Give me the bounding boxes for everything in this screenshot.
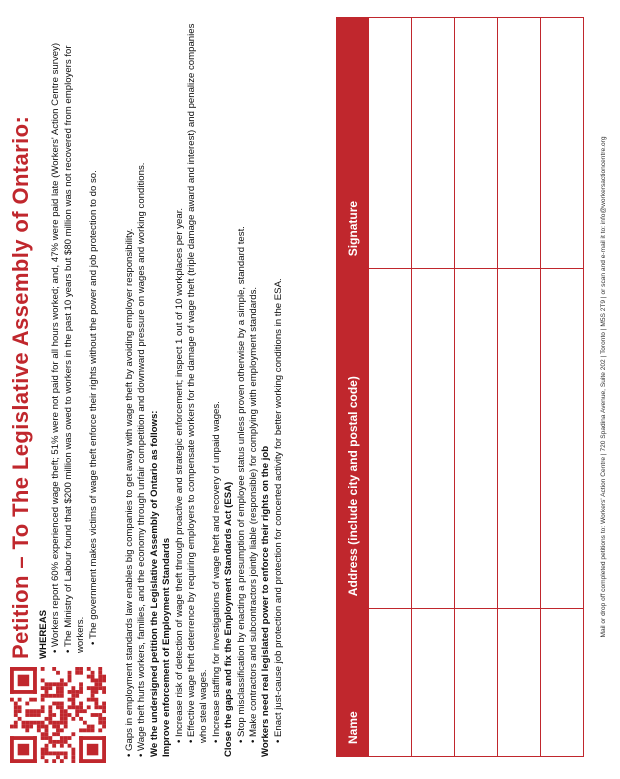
section-bullet: • Enact just-cause job protection and protection for concerted activity for better working conditions in the ESA. [273,17,285,757]
name-cell[interactable] [541,609,584,757]
name-cell[interactable] [455,609,498,757]
signature-cell[interactable] [455,18,498,269]
section-bullet: • Effective wage theft deterrence by requiring employers to compensate workers for the damage of wage theft (triple damage award and interest) and penalize companies who steal wages. [186,17,211,757]
name-cell[interactable] [369,609,412,757]
table-header-row [337,18,369,757]
whereas-bullet: • The Ministry of Labour found that $200 million was owed to workers in the past 10 years but $80 million was not recovered from employers for workers. [63,19,88,659]
page-title: Petition – To The Legislative Assembly of Ontario: [8,115,33,659]
address-cell[interactable] [455,269,498,609]
name-cell[interactable] [498,609,541,757]
context-bullet: • Gaps in employment standards law enables big companies to get away with wage theft by avoiding employer responsibility. [124,17,136,757]
address-cell[interactable] [541,269,584,609]
section-bullet: • Increase staffing for investigations of wage theft and recovery of unpaid wages. [211,17,223,757]
table-row [455,18,498,757]
section-bullet: • Stop misclassification by enacting a presumption of employee status unless proven otherwise by a simple, standard test. [236,17,248,757]
signature-table [336,17,584,757]
column-header-address: Address (include city and postal code) [337,269,369,609]
whereas-bullet: • Workers report 60% experienced wage theft; 51% were not paid for all hours worked; and, 47% were paid late (Workers' Action Centre survey) [50,19,62,659]
section-heading: Improve enforcement of Employment Standards [161,537,173,757]
petition-statement: We the undersigned petition the Legislative Assembly of Ontario as follows: [148,410,160,757]
name-cell[interactable] [412,609,455,757]
qr-code [10,667,106,763]
context-bullet: • Wage theft hurts workers, families, and the economy through unfair competition and downward pressure on wages and working conditions. [136,17,148,757]
signature-cell[interactable] [412,18,455,269]
table-row [541,18,584,757]
column-header-name: Name [337,609,369,757]
column-header-signature: Signature [337,18,369,269]
address-cell[interactable] [412,269,455,609]
whereas-heading: WHEREAS [38,609,49,659]
table-row [498,18,541,757]
section-bullet: • Make contractors and subcontractors jointly liable (responsible) for complying with employment standards. [248,17,260,757]
section-bullet: • Increase risk of detection of wage theft through proactive and strategic enforcement; inspect 1 out of 10 workplaces per year. [174,17,186,757]
section-heading: Workers need real legislated power to enforce their rights on the job [260,445,272,757]
whereas-bullet: • The government makes victims of wage theft enforce their rights without the power and job protection to do so. [88,19,100,659]
signature-cell[interactable] [498,18,541,269]
address-cell[interactable] [369,269,412,609]
address-cell[interactable] [498,269,541,609]
whereas-block [38,19,100,659]
table-row [369,18,412,757]
section-heading: Close the gaps and fix the Employment Standards Act (ESA) [223,481,235,757]
table-row [412,18,455,757]
petition-body [124,17,285,757]
signature-cell[interactable] [541,18,584,269]
mailing-footer: Mail or drop off completed petitions to: Workers' Action Centre | 720 Spadina Avenue, Suite 202 | Toronto | M5S 2T9 | or scan and e-mail it to: info@workersactioncentre.org [600,136,607,638]
signature-cell[interactable] [369,18,412,269]
